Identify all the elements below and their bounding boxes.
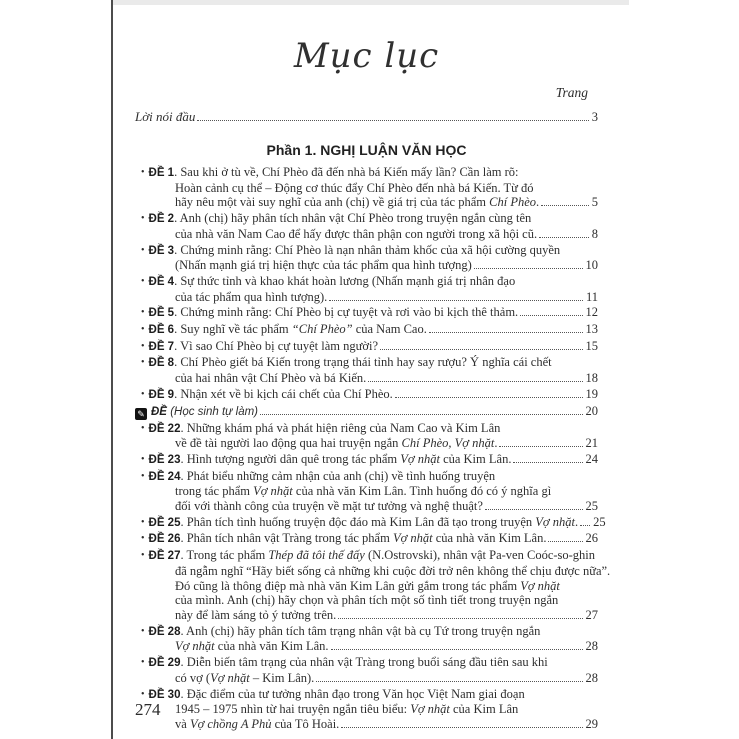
toc-line-text: trong tác phẩm Vợ nhặt của nhà văn Kim Lân. Tình huống đó có ý nghĩa gì: [175, 484, 552, 499]
toc-line: [135, 195, 598, 210]
dot-leader: [197, 120, 588, 121]
toc-line: [135, 514, 606, 531]
toc-line: [135, 484, 598, 499]
toc-line-text: • ĐỀ 3. Chứng minh rằng: Chí Phèo là nạn nhân thảm khốc của xã hội cường quyền: [141, 242, 561, 257]
entry-label: ĐỀ 27: [148, 550, 181, 563]
toc-entry: [135, 355, 598, 385]
toc-line: [135, 243, 598, 259]
dot-leader: [338, 618, 582, 619]
entry-page-number: 29: [585, 716, 598, 731]
toc-line: [135, 371, 598, 386]
toc-entry: [135, 322, 598, 338]
dot-leader: [329, 300, 583, 301]
toc-line-text: • ĐỀ 30. Đặc điểm của tư tưởng nhân đạo trong Văn học Việt Nam giai đoạn: [141, 686, 525, 701]
section-heading: Phần 1. NGHỊ LUẬN VĂN HỌC: [266, 142, 467, 158]
preface-page-number: 3: [591, 110, 598, 124]
dot-leader: [429, 332, 583, 333]
entry-label: ĐỀ 23: [148, 453, 181, 466]
toc-line-text: 1945 – 1975 nhìn từ hai truyện ngắn tiêu biểu: Vợ nhặt của Kim Lân: [175, 702, 519, 717]
toc-line-text: • ĐỀ 25. Phân tích tình huống truyện độc đáo mà Kim Lân đã tạo trong truyện Vợ nhặt.: [141, 514, 579, 529]
toc-entry: [135, 404, 598, 420]
toc-line: [135, 639, 598, 654]
toc-line: [135, 387, 598, 403]
toc-line-text: của nhà văn Nam Cao để hấy được thân phận con người trong xã hội cũ.: [175, 226, 538, 241]
entry-page-number: 5: [591, 195, 598, 210]
toc-line: [135, 305, 598, 321]
bullet-icon: •: [141, 422, 145, 434]
toc-line: [135, 671, 598, 686]
entry-label: ĐỀ 3: [148, 244, 175, 257]
bullet-icon: •: [141, 657, 145, 669]
entry-label: ĐỀ 5: [148, 307, 175, 320]
toc-entry: [135, 211, 598, 241]
entry-page-number: 25: [585, 499, 598, 514]
entry-label: ĐỀ 9: [148, 388, 175, 401]
toc-line-text: đã ngẫm nghĩ “Hãy biết sống cả những khi cuộc đời trở nên không thể chịu được nữa”.: [175, 563, 611, 578]
toc-line: [135, 339, 598, 355]
toc-line: [135, 717, 598, 732]
toc-line: [135, 608, 598, 623]
bullet-icon: •: [141, 470, 145, 482]
toc-entry: [135, 687, 598, 732]
entry-page-number: 27: [585, 607, 598, 622]
entry-page-number: 19: [585, 386, 598, 401]
entry-page-number: 18: [585, 371, 598, 386]
dot-leader: [485, 509, 583, 510]
bullet-icon: •: [141, 307, 145, 319]
page-edge-line: [111, 0, 113, 739]
toc-entry: [135, 165, 598, 210]
bullet-icon: •: [141, 213, 145, 225]
toc-line-text: này để làm sáng tỏ ý tưởng trên.: [175, 607, 337, 622]
entry-page-number: 28: [585, 639, 598, 654]
dot-leader: [520, 315, 582, 316]
bullet-icon: •: [141, 167, 145, 178]
page-title: Mục lục: [293, 36, 440, 76]
entry-page-number: 25: [593, 514, 606, 529]
entry-label: ĐỀ 30: [148, 688, 181, 701]
dot-leader: [580, 525, 590, 526]
entry-page-number: 20: [585, 403, 598, 418]
bullet-icon: •: [141, 388, 145, 400]
toc-line-text: • ĐỀ 26. Phân tích nhân vật Tràng trong tác phẩm Vợ nhặt của nhà văn Kim Lân.: [141, 531, 547, 546]
toc-line: [135, 452, 598, 468]
entry-label: ĐỀ 2: [148, 213, 175, 226]
toc-line-text: và Vợ chồng A Phủ của Tô Hoài.: [175, 716, 340, 731]
toc-line: [135, 322, 598, 338]
toc-entry: [135, 274, 598, 304]
toc-line-text: ✎ ĐỀ (Học sinh tự làm): [135, 405, 258, 420]
toc-line-text: Hoàn cảnh cụ thể – Động cơ thúc đẩy Chí Phèo đến nhà bá Kiến. Từ đó: [175, 180, 534, 195]
bullet-icon: •: [141, 688, 145, 700]
toc-entry: [135, 655, 598, 685]
dot-leader: [513, 462, 582, 463]
preface-label: Lời nói đầu: [135, 109, 196, 124]
toc-line-text: • ĐỀ 29. Diễn biến tâm trạng của nhân vật Tràng trong buổi sáng đầu tiên sau khi: [141, 655, 548, 670]
toc-line: [135, 290, 598, 305]
toc-line: [135, 404, 598, 420]
toc-entry: [135, 452, 598, 468]
dot-leader: [548, 541, 582, 542]
entry-label: ĐỀ 7: [148, 340, 175, 353]
toc-line-text: của mình. Anh (chị) hãy chọn và phân tích một số tình tiết trong truyện ngắn: [175, 593, 559, 608]
toc-line: [135, 436, 598, 451]
entry-label: ĐỀ 28: [148, 625, 181, 638]
toc-line-text: • ĐỀ 8. Chí Phèo giết bá Kiến trong trạng thái tỉnh hay say rượu? Ý nghĩa cái chết: [141, 355, 552, 370]
bullet-icon: •: [141, 357, 145, 369]
toc-line: [135, 687, 598, 703]
page-column-header: Trang: [555, 85, 588, 100]
toc-line: [135, 563, 611, 579]
toc-entry: [135, 548, 611, 623]
entry-label: ĐỀ: [151, 405, 167, 418]
bullet-icon: •: [141, 453, 145, 465]
toc-line-text: Vợ nhặt của nhà văn Kim Lân.: [175, 639, 329, 654]
pencil-icon: ✎: [135, 408, 147, 420]
toc-line-text: Đó cũng là thông điệp mà nhà văn Kim Lân gửi gắm trong tác phẩm Vợ nhặt: [175, 578, 560, 593]
toc-line-text: của hai nhân vật Chí Phèo và bá Kiến.: [175, 371, 367, 386]
toc-line-text: • ĐỀ 24. Phát biểu những cảm nhận của anh (chị) về tình huống truyện: [141, 468, 496, 483]
toc-line-text: • ĐỀ 27. Trong tác phẩm Thép đã tôi thế đấy (N.Ostrovski), nhân vật Pa-ven Coóc-so-ghin: [141, 548, 596, 563]
toc-line-text: • ĐỀ 2. Anh (chị) hãy phân tích nhân vật Chí Phèo trong truyện ngắn cùng tên: [141, 211, 532, 226]
toc-line: [135, 274, 598, 290]
toc-page: [135, 0, 611, 733]
dot-leader: [341, 727, 582, 728]
dot-leader: [316, 681, 582, 682]
toc-line: [135, 165, 598, 181]
toc-entry: [135, 305, 598, 321]
dot-leader: [539, 237, 589, 238]
toc-line-text: • ĐỀ 5. Chứng minh rằng: Chí Phèo bị cự tuyệt và rơi vào bi kịch thê thảm.: [141, 305, 519, 320]
preface-entry: [135, 109, 598, 125]
dot-leader: [499, 446, 582, 447]
entry-page-number: 28: [585, 670, 598, 685]
entry-page-number: 13: [585, 322, 598, 337]
toc-line-text: • ĐỀ 23. Hình tượng người dân quê trong tác phẩm Vợ nhặt của Kim Lân.: [141, 451, 512, 466]
bullet-icon: •: [141, 340, 145, 352]
toc-line-text: • ĐỀ 1. Sau khi ở tù về, Chí Phèo đã đến nhà bá Kiến mấy lần? Cần làm rõ:: [141, 165, 519, 179]
toc-entry: [135, 387, 598, 403]
bullet-icon: •: [141, 625, 145, 637]
footer-page-number: 274: [135, 700, 161, 719]
toc-line: [135, 624, 598, 640]
toc-line-text: • ĐỀ 4. Sự thức tỉnh và khao khát hoàn lương (Nhấn mạnh giá trị nhân đạo: [141, 273, 516, 288]
bullet-icon: •: [141, 275, 145, 287]
toc-entry: [135, 514, 606, 531]
toc-line-text: về đề tài người lao động qua hai truyện ngắn Chí Phèo, Vợ nhặt.: [175, 436, 498, 451]
toc-line: [135, 499, 598, 514]
bullet-icon: •: [141, 516, 145, 528]
toc-line: [135, 531, 598, 547]
toc-line-text: đối với thành công của truyện về mặt tư tưởng và nghệ thuật?: [175, 499, 483, 514]
bullet-icon: •: [141, 324, 145, 336]
entry-page-number: 8: [591, 226, 598, 241]
bullet-icon: •: [141, 550, 145, 562]
toc-line-text: • ĐỀ 22. Những khám phá và phát hiện riêng của Nam Cao và Kim Lân: [141, 420, 501, 435]
toc-line-text: • ĐỀ 6. Suy nghĩ về tác phẩm “Chí Phèo” của Nam Cao.: [141, 322, 427, 337]
bullet-icon: •: [141, 244, 145, 256]
toc-line-text: • ĐỀ 28. Anh (chị) hãy phân tích tâm trạng nhân vật bà cụ Tứ trong truyện ngắn: [141, 623, 541, 638]
toc-line: [135, 227, 598, 242]
toc-line-text: của tác phẩm qua hình tượng).: [175, 289, 328, 304]
entry-page-number: 12: [585, 305, 598, 320]
dot-leader: [331, 649, 583, 650]
bullet-icon: •: [141, 533, 145, 545]
toc-entries: [135, 165, 611, 732]
toc-entry: [135, 243, 598, 273]
entry-label: ĐỀ 25: [148, 516, 181, 529]
toc-line: [135, 469, 598, 485]
entry-page-number: 24: [585, 451, 598, 466]
toc-line: [135, 579, 598, 594]
entry-label: ĐỀ 6: [148, 324, 175, 337]
entry-label: ĐỀ 29: [148, 657, 181, 670]
toc-line: [135, 702, 598, 717]
dot-leader: [380, 349, 582, 350]
toc-line-text: hãy nêu một vài suy nghĩ của anh (chị) về giá trị của tác phẩm Chí Phèo.: [175, 195, 540, 210]
entry-page-number: 11: [585, 289, 598, 304]
toc-entry: [135, 339, 598, 355]
entry-page-number: 21: [585, 436, 598, 451]
toc-line: [135, 258, 598, 273]
entry-page-number: 26: [585, 531, 598, 546]
toc-line-text: • ĐỀ 7. Vì sao Chí Phèo bị cự tuyệt làm người?: [141, 338, 379, 353]
toc-line-text: có vợ (Vợ nhặt – Kim Lân).: [175, 670, 315, 685]
entry-label: ĐỀ 22: [148, 422, 181, 435]
toc-line: [135, 548, 598, 564]
toc-line: [135, 655, 598, 671]
toc-line: [135, 421, 598, 437]
dot-leader: [260, 414, 583, 415]
toc-entry: [135, 469, 598, 514]
toc-entry: [135, 624, 598, 654]
entry-page-number: 10: [585, 258, 598, 273]
entry-label: ĐỀ 8: [148, 357, 175, 370]
toc-line: [135, 593, 598, 608]
toc-entry: [135, 531, 598, 547]
entry-page-number: 15: [585, 338, 598, 353]
toc-line-text: • ĐỀ 9. Nhận xét về bi kịch cái chết của Chí Phèo.: [141, 386, 393, 401]
dot-leader: [541, 205, 589, 206]
dot-leader: [474, 268, 583, 269]
entry-label: ĐỀ 26: [148, 533, 181, 546]
dot-leader: [395, 397, 583, 398]
toc-entry: [135, 421, 598, 451]
toc-line: [135, 181, 598, 196]
entry-label: ĐỀ 4: [148, 275, 175, 288]
toc-line-text: (Nhấn mạnh giá trị hiện thực của tác phẩm qua hình tượng): [175, 258, 472, 273]
toc-line: [135, 355, 598, 371]
entry-label: ĐỀ 1: [148, 167, 175, 179]
toc-line: [135, 211, 598, 227]
dot-leader: [368, 381, 582, 382]
entry-label: ĐỀ 24: [148, 470, 181, 483]
